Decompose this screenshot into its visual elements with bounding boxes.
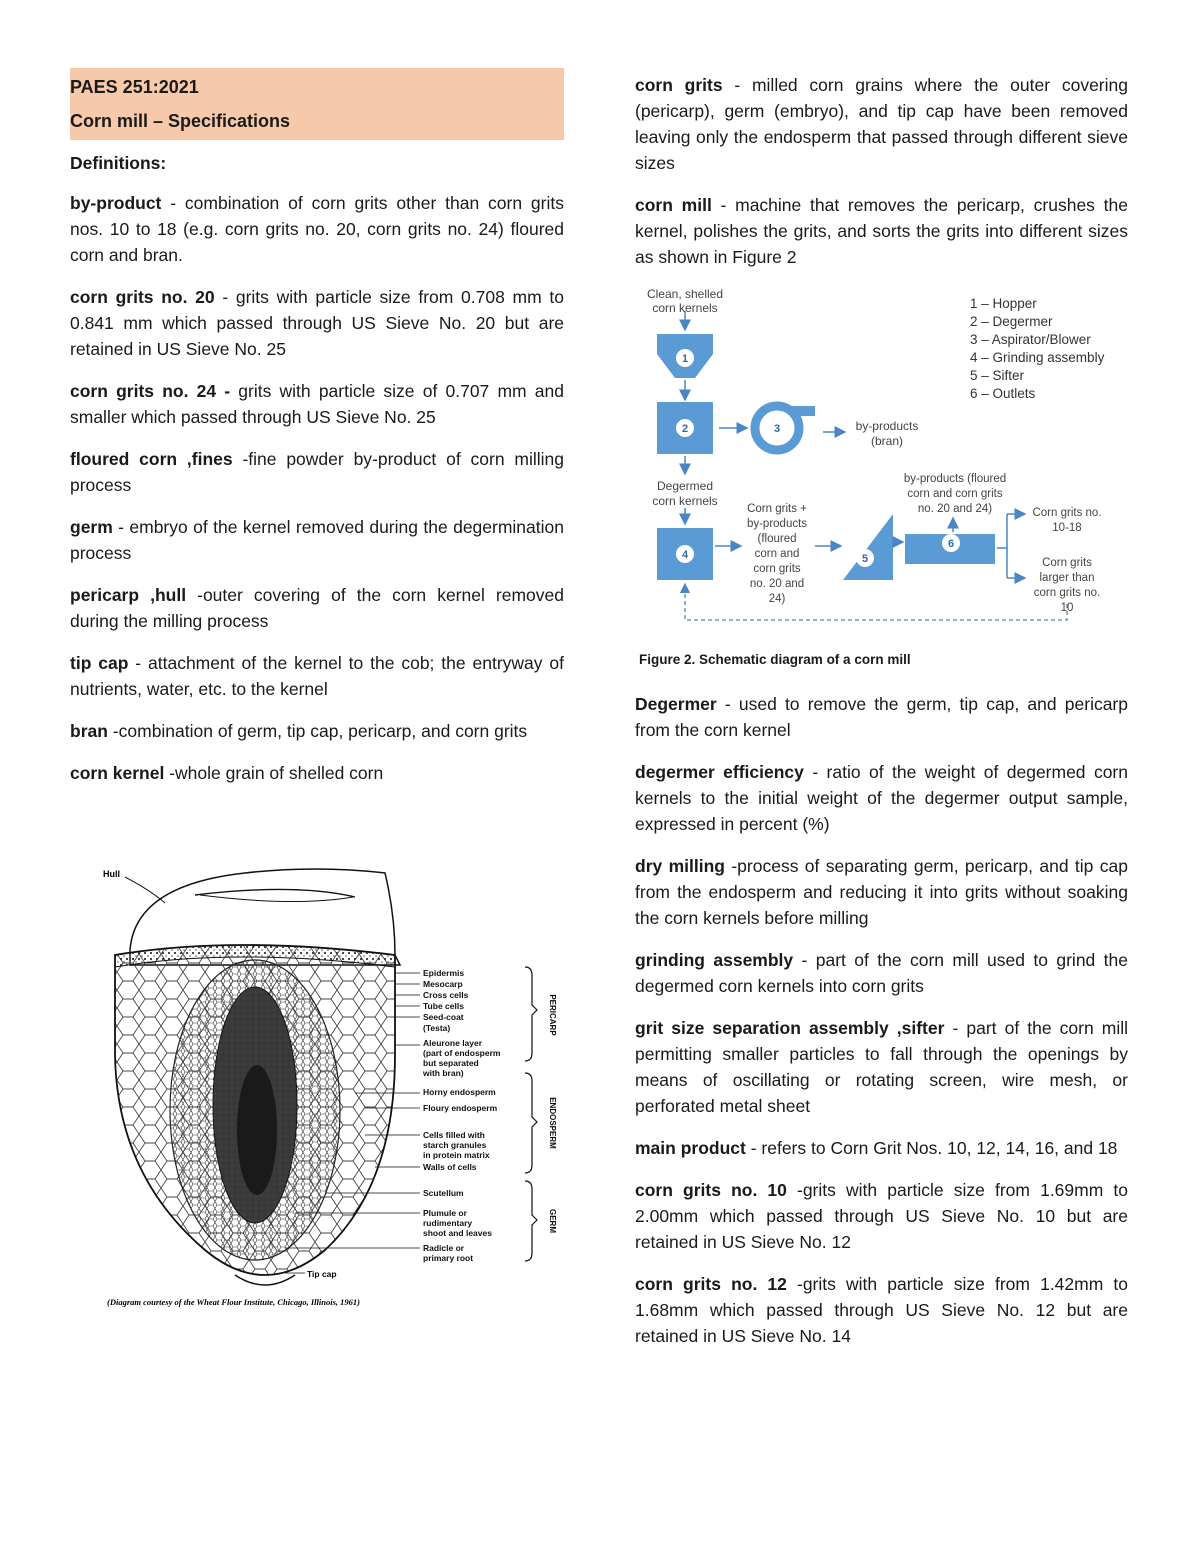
input-label: Clean, shelled (646, 287, 724, 301)
right-definitions-top (635, 72, 1128, 270)
output-10-18-label: 10-18 (1052, 522, 1082, 534)
definition-text: -combination of germ, tip cap, pericarp, and corn grits (107, 721, 528, 741)
degermed-label: Degermed (656, 479, 714, 493)
definition-term: grit size separation assembly ,sifter (635, 1018, 945, 1038)
definition-term: germ (70, 517, 113, 537)
definition-text: - grits with particle size from 0.708 mm to 0.841 mm which passed through US Sieve No. 20 but are retained in US Sieve No. 25 (70, 287, 564, 359)
step-number: 4 (681, 549, 689, 561)
definition-grinding-assembly (635, 947, 1128, 999)
definition-text: - milled corn grains where the outer covering (pericarp), germ (embryo), and tip cap have been removed leaving only the endosperm that passed through different sieve sizes (635, 75, 1128, 173)
grits-plus-byproducts-label: (floured (757, 533, 797, 545)
definition-text: - combination of corn grits other than corn grits nos. 10 to 18 (e.g. corn grits no. 20, corn grits no. 24) floured corn and bran. (70, 193, 564, 265)
definitions-heading: Definitions: (70, 153, 167, 173)
definition-text: -outer covering of the corn kernel removed during the milling process (70, 585, 564, 631)
definition-term: floured corn ,fines (70, 449, 233, 469)
definition-text: -grits with particle size from 1.69mm to 2.00mm which passed through US Sieve No. 10 but are retained in US Sieve No. 12 (635, 1180, 1129, 1252)
kernel-part-label: (part of endosperm (423, 1048, 501, 1058)
definition-text: - part of the corn mill permitting smaller particles to fall through the openings by means of oscillating or rotating screen, wire mesh, or perforated metal sheet (635, 1018, 1128, 1116)
kernel-part-label: in protein matrix (423, 1150, 490, 1160)
definition-term: corn grits no. 10 (635, 1180, 787, 1200)
kernel-part-label: Seed-coat (423, 1012, 464, 1022)
kernel-part-label: Cells filled with (423, 1130, 485, 1140)
kernel-part-label: Aleurone layer (423, 1038, 483, 1048)
definition-term: corn grits no. 12 (635, 1274, 787, 1294)
output-larger-label: Corn grits (1042, 557, 1092, 569)
definition-term: Degermer (635, 694, 717, 714)
legend-item: 3 – Aspirator/Blower (970, 332, 1091, 347)
left-definitions (70, 190, 564, 786)
definition-term: tip cap (70, 653, 129, 673)
definition-by-product (70, 190, 564, 268)
input-label-line2: corn kernels (652, 301, 718, 315)
output-larger-label: larger than (1039, 572, 1095, 584)
definition-text: - attachment of the kernel to the cob; the entryway of nutrients, water, etc. to the kernel (70, 653, 564, 699)
definition-term: by-product (70, 193, 162, 213)
kernel-part-label: shoot and leaves (423, 1228, 492, 1238)
definition-pericarp-hull (70, 582, 564, 634)
kernel-svg (95, 855, 565, 1315)
grits-plus-byproducts-label: corn grits (753, 563, 801, 575)
definition-degermer (635, 691, 1128, 743)
right-definitions-bottom (635, 691, 1128, 1349)
legend-item: 4 – Grinding assembly (970, 350, 1105, 365)
definition-term: main product (635, 1138, 746, 1158)
schematic-svg (635, 286, 1128, 626)
kernel-part-label: Scutellum (423, 1188, 464, 1198)
definition-term: bran (70, 721, 108, 741)
definition-floured-corn-fines (70, 446, 564, 498)
grits-plus-byproducts-label: Corn grits + (747, 503, 807, 515)
definition-dry-milling (635, 853, 1128, 931)
definition-term: corn grits no. 20 (70, 287, 215, 307)
definition-degermer-efficiency (635, 759, 1128, 837)
definition-term: corn grits (635, 75, 723, 95)
definition-text: -whole grain of shelled corn (164, 763, 384, 783)
corn-kernel-diagram (95, 855, 565, 1315)
hull-label: Hull (103, 869, 120, 879)
kernel-part-label: (Testa) (423, 1023, 451, 1033)
definition-text: grits with particle size of 0.707 mm and smaller which passed through US Sieve No. 25 (70, 381, 565, 427)
definition-text: - machine that removes the pericarp, crushes the kernel, polishes the grits, and sorts the grits into different sizes as shown in Figure 2 (635, 195, 1128, 267)
definition-text: -fine powder by-product of corn milling process (70, 449, 564, 495)
definition-corn-grits-no-20 (70, 284, 564, 362)
step-number: 5 (861, 553, 869, 565)
kernel-part-label: Epidermis (423, 968, 465, 978)
definition-text: -grits with particle size from 1.42mm to 1.68mm which passed through US Sieve No. 12 but are retained in US Sieve No. 14 (635, 1274, 1129, 1346)
right-column (635, 72, 1128, 1365)
kernel-group-label: PERICARP (548, 994, 557, 1036)
kernel-group-label: ENDOSPERM (548, 1097, 557, 1149)
definition-term: pericarp ,hull (70, 585, 187, 605)
definition-term: dry milling (635, 856, 725, 876)
kernel-part-label: Radicle or (423, 1243, 465, 1253)
definition-corn-mill (635, 192, 1128, 270)
definition-corn-grits (635, 72, 1128, 176)
output-10-18-label: Corn grits no. (1032, 507, 1102, 519)
legend-item: 2 – Degermer (970, 314, 1053, 329)
grits-plus-byproducts-label: corn and (754, 548, 800, 560)
byproduct-floured-label: by-products (floured (903, 473, 1007, 485)
kernel-part-label: Cross cells (423, 990, 469, 1000)
kernel-part-label: Tube cells (423, 1001, 464, 1011)
standard-number: PAES 251:2021 (70, 77, 199, 97)
document-title: Corn mill – Specifications (70, 111, 291, 131)
definition-term: grinding assembly (635, 950, 794, 970)
step-number: 2 (681, 423, 689, 435)
legend-item: 1 – Hopper (970, 296, 1037, 311)
byproduct-bran-label: (bran) (870, 434, 904, 448)
corn-mill-schematic (635, 286, 1128, 633)
kernel-part-label: Walls of cells (423, 1162, 477, 1172)
definition-germ (70, 514, 564, 566)
definition-bran (70, 718, 564, 744)
definition-text: - ratio of the weight of degermed corn kernels to the initial weight of the degermer output sample, expressed in percent (%) (635, 762, 1128, 834)
definition-corn-grits-no-24 (70, 378, 564, 430)
definition-term: corn kernel (70, 763, 165, 783)
definition-main-product (635, 1135, 1128, 1161)
document-header (70, 68, 564, 140)
definition-tip-cap (70, 650, 564, 702)
grits-plus-byproducts-label: no. 20 and (749, 578, 805, 590)
definition-corn-grits-no-12 (635, 1271, 1128, 1349)
kernel-part-label: but separated (423, 1058, 479, 1068)
definition-text: - embryo of the kernel removed during the degermination process (70, 517, 564, 563)
kernel-part-label: Horny endosperm (423, 1087, 496, 1097)
grits-plus-byproducts-label: 24) (768, 593, 786, 605)
definition-corn-grits-no-10 (635, 1177, 1128, 1255)
kernel-part-label: starch granules (423, 1140, 487, 1150)
diagram-credit: (Diagram courtesy of the Wheat Flour Institute, Chicago, Illinois, 1961) (107, 1297, 360, 1307)
degermed-label: corn kernels (652, 494, 718, 508)
left-column (70, 68, 564, 802)
definition-text: - refers to Corn Grit Nos. 10, 12, 14, 16, and 18 (745, 1138, 1118, 1158)
output-larger-label: corn grits no. (1033, 587, 1101, 599)
kernel-part-label: primary root (423, 1253, 474, 1263)
output-larger-label: 10 (1060, 602, 1074, 614)
kernel-part-label: with bran) (423, 1068, 464, 1078)
tip-cap-label: Tip cap (307, 1269, 337, 1279)
kernel-part-label: Floury endosperm (423, 1103, 498, 1113)
figure-caption: Figure 2. Schematic diagram of a corn mill (639, 652, 911, 667)
step-number: 6 (947, 538, 955, 550)
kernel-group-label: GERM (548, 1209, 557, 1233)
byproduct-bran-label: by-products (855, 419, 919, 433)
step-number: 1 (681, 353, 689, 365)
byproduct-floured-label: corn and corn grits (907, 488, 1003, 500)
kernel-part-label: Plumule or (423, 1208, 467, 1218)
legend-item: 6 – Outlets (970, 386, 1036, 401)
sifter-shape (843, 514, 893, 580)
kernel-part-label: Mesocarp (423, 979, 463, 989)
definition-text: - part of the corn mill used to grind the degermed corn kernels into corn grits (635, 950, 1129, 996)
definition-grit-size-separation-assembly-sifter (635, 1015, 1128, 1119)
definition-term: corn mill (635, 195, 712, 215)
kernel-part-label: rudimentary (423, 1218, 473, 1228)
definition-term: degermer efficiency (635, 762, 804, 782)
step-number: 3 (773, 423, 781, 435)
legend-item: 5 – Sifter (970, 368, 1025, 383)
definition-text: - used to remove the germ, tip cap, and pericarp from the corn kernel (635, 694, 1128, 740)
grits-plus-byproducts-label: by-products (746, 518, 808, 530)
definition-term: corn grits no. 24 - (70, 381, 231, 401)
definition-corn-kernel (70, 760, 564, 786)
definition-text: -process of separating germ, pericarp, and tip cap from the endosperm and reducing it into grits without soaking the corn kernels before milling (635, 856, 1128, 928)
byproduct-floured-label: no. 20 and 24) (917, 503, 993, 515)
